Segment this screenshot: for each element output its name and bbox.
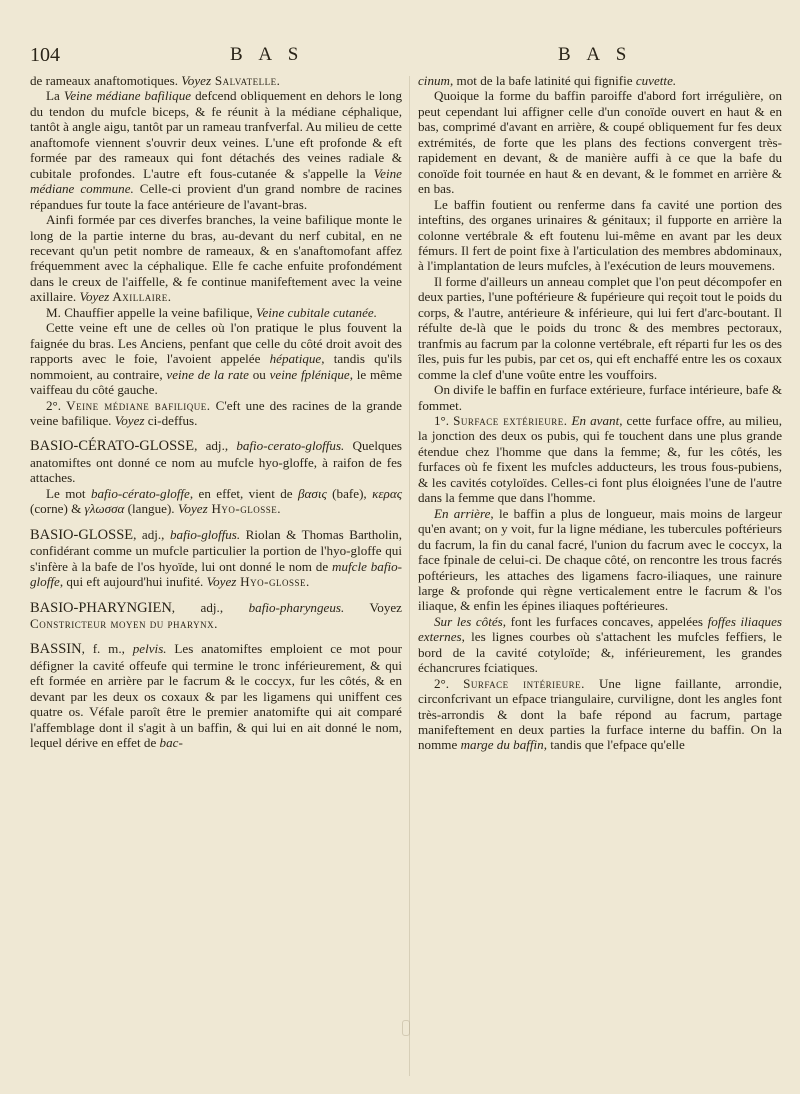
italic-term: veine de la rate — [166, 366, 249, 382]
text-run: M. Chauffier appelle la veine bafilique, — [46, 304, 256, 320]
italic-term: γλωσσα — [84, 501, 125, 517]
text-run: defcend obliquement en dehors le long du tendon du mufcle biceps, & fe réunit à la médiane céphalique, tantôt à angle aigu, tantôt par un rameau tranfverfal. Au milieu de cette anaftomofe viennent s'ouvrir deux veines. L'une eft profonde & eft formée par des rameaux qui font détachés des veines radiale & cubitale profondes. L'autre eft fous-cutanée & s'appelle la — [30, 88, 402, 181]
italic-term: En arrière — [434, 505, 491, 521]
italic-term: Veine médiane commune. — [30, 165, 402, 197]
text-run: Voyez — [344, 599, 402, 615]
italic-term: Veine médiane bafilique — [63, 88, 192, 104]
text-run: , les lignes courbes où s'attachent les mufcles feffiers, le bord de la cavité cotyloïde; &, inférieurement, les grandes échancrures fciatiques. — [418, 629, 782, 676]
paragraph — [30, 398, 402, 429]
paragraph — [418, 413, 782, 506]
italic-term: marge du baffin — [460, 737, 544, 753]
text-run: , adj., — [194, 438, 237, 454]
text-run: Une ligne faillante, arrondie, circonfcrivant un efpace triangulaire, curviligne, dont les angles font très-arrondis & dont la bafe répond au facrum, partage manifeftement en deux parties la furface interne du baffin. On la nomme — [418, 675, 782, 753]
italic-term: Voyez — [181, 73, 212, 88]
text-run: de rameaux anaftomotiques. — [30, 73, 182, 88]
text-run: On divife le baffin en furface extérieure, furface intérieure, bafe & fommet. — [418, 382, 783, 413]
text-run: Ainfi formée par ces diverfes branches, la veine bafilique monte le long de la partie interne du bras, au-devant du nerf cubital, en ne recevant qu'un petit nombre de rameaux, & en s'anaftomofant affez fréquemment avec la céphalique. Elle fe cache enfuite profondément dans le creux de l'aiffelle, & fe continue manifeftement avec la veine axillaire. — [30, 212, 402, 305]
text-run: , mot de la bafe latinité qui fignifie — [450, 73, 636, 88]
headword: BASIO-PHARYNGIEN — [30, 599, 172, 616]
italic-term: Voyez — [79, 289, 110, 305]
paper-mark — [402, 1020, 410, 1036]
paragraph — [30, 212, 402, 305]
italic-term: veine fplénique — [269, 366, 350, 382]
page-header — [30, 44, 782, 70]
paragraph — [418, 676, 782, 753]
paragraph — [30, 73, 402, 88]
italic-term: Sur les côtés — [434, 613, 503, 629]
paragraph — [30, 305, 402, 320]
text-run: 2°. — [46, 397, 67, 413]
text-run: 2°. — [434, 675, 464, 691]
paragraph — [418, 614, 782, 676]
text-run: Cette veine eft une de celles où l'on pratique le plus fouvent la faignée du bras. Les Anciens, penfant que celle du côté droit avoit des rapports avec le foie, l'avoient appelée — [30, 320, 402, 367]
text-run: La — [46, 88, 64, 104]
text-run: Les anatomiftes emploient ce mot pour défigner la cavité offeufe qui termine le tronc inférieurement, & qui eft formée en arrière par le facrum & le coccyx, fur les côtés, & en devant par les deux os coxaux & par les ligamens qui uniffent ces quatre os. Véfale paroît être le premier anatomifte qui ait comparé l'affemblage dont il s'agit à un baffin, & qui lui en ait donné le nom, lequel dérive en effet de — [30, 641, 402, 751]
left-column — [30, 73, 402, 751]
column-divider — [409, 76, 410, 1076]
italic-term: cuvette. — [635, 73, 677, 88]
paragraph — [30, 320, 402, 397]
italic-term: κερας — [372, 485, 403, 501]
text-run: 1°. — [434, 412, 454, 428]
italic-term: Voyez — [114, 412, 145, 428]
text-run: Le mot — [46, 485, 91, 501]
cross-reference: Constricteur moyen du pharynx. — [30, 615, 218, 631]
paragraph — [418, 88, 782, 196]
text-run: Quoique la forme du baffin paroiffe d'abord fort irrégulière, on peut cependant lui affigner celle d'un conoïde ouvert en haut & en bas, comprimé d'avant en arrière, & coupé obliquement fur fes deux extrémités, de forte que les plans des fections convergent très-rapidement en devant, & de manière auffi à ce que la bafe du conoïde foit tournée en haut & en devant, & le fommet en arrière & en bas. — [418, 88, 782, 197]
italic-term: Voyez — [206, 574, 237, 590]
text-run: , adj., — [171, 599, 249, 615]
cross-reference: Salvatelle. — [211, 73, 281, 88]
entry-paragraph — [30, 438, 402, 485]
italic-term: bac- — [159, 735, 183, 751]
text-run: Celle-ci provient d'un grand nombre de racines répandues fur toute la face antérieure de l'avant-bras. — [30, 181, 402, 212]
text-run: ou — [248, 366, 270, 382]
text-run: , en effet, vient de — [189, 485, 298, 501]
text-run: Le baffin foutient ou renferme dans fa cavité une portion des inteftins, des organes urinaires & génitaux; il fupporte en arrière la colonne vertébrale & eft foutenu lui-même en avant par les deux fémurs. Il fert de point fixe à l'articulation des membres abdominaux, à l'implantation de leurs mufcles, à l'exécution de leurs mouvemens. — [418, 196, 782, 274]
page-number: 104 — [30, 44, 60, 66]
italic-term: bafio-cerato-gloffus. — [236, 438, 345, 454]
text-run: Riolan & Thomas Bartholin, confidérant comme un mufcle particulier la portion de l'hyo-gloffe qui s'infère à la bafe de l'os hyoïde, lui ont donné le nom de — [30, 526, 402, 574]
text-run: (bafe), — [326, 485, 373, 501]
text-run: , font les furfaces concaves, appelées — [502, 613, 708, 629]
text-run: , cette furface offre, au milieu, la jonction des deux os pubis, qui fe touchent dans une plus grande étendue chez l'homme que dans la femme; &, fur les côtés, les furfaces où fe fixent les mufcles adducteurs, les trous fous-pubiens, & les cavités cotyloïdes. Celles-ci font plus éloignées l'une de l'autre dans la femme que dans l'homme. — [418, 412, 782, 506]
paragraph — [418, 506, 782, 614]
italic-term: mufcle bafio-gloffe — [30, 558, 402, 590]
italic-term: Voyez — [177, 501, 208, 517]
text-run: , le baffin a plus de longueur, mais moins de largeur qu'en avant; on y voit, fur la ligne médiane, les tubercules poftérieurs du facrum, la fin du canal facré, l'union du facrum avec le coccyx, la face fpinale de celui-ci. De chaque côté, on rencontre les trous facrés poftérieurs, les attaches des ligamens facro-iliaques, une rainure large & profonde qui règne verticalement entre le facrum & l'os iliaque, & enfin les épines iliaques poftérieures. — [418, 505, 782, 614]
cross-reference: Veine médiane bafilique. — [66, 397, 211, 413]
italic-term: βασις — [297, 485, 327, 501]
italic-term: hépatique — [269, 351, 322, 367]
headword: BASIO-CÉRATO-GLOSSE — [30, 438, 195, 455]
cross-reference: Hyo-glosse. — [236, 574, 310, 590]
entry-paragraph — [30, 600, 402, 632]
paragraph — [30, 88, 402, 212]
paragraph — [30, 486, 402, 517]
text-run: , tandis que l'efpace qu'elle — [543, 737, 685, 753]
cross-reference: Surface intérieure. — [463, 675, 585, 691]
running-head-left: B A S — [230, 44, 305, 65]
cross-reference: Hyo-glosse. — [207, 501, 282, 517]
cross-reference: Axillaire. — [109, 289, 172, 305]
running-head-right: B A S — [558, 44, 633, 65]
text-run: (langue). — [124, 501, 178, 517]
text-run: , le même vaiffeau du côté gauche. — [30, 366, 403, 398]
headword: BASSIN — [30, 641, 82, 658]
paragraph — [418, 382, 782, 413]
text-run: Quelques anatomiftes ont donné ce nom au mufcle hyo-gloffe, à raifon de fes attaches. — [30, 438, 402, 486]
text-run: , tandis qu'ils nommoient, au contraire, — [30, 351, 402, 382]
text-run: (corne) & — [30, 501, 85, 517]
italic-term: En avant — [571, 412, 620, 428]
italic-term: foffes iliaques externes — [418, 613, 782, 645]
text-run: C'eft une des racines de la grande veine bafilique. — [30, 397, 402, 428]
italic-term: bafio-pharyngeus. — [248, 599, 345, 615]
entry-paragraph — [30, 641, 402, 750]
text-run: , qui eft aujourd'hui inufité. — [59, 574, 207, 590]
italic-term: bafio-cérato-gloffe — [90, 485, 190, 501]
paragraph — [418, 73, 782, 88]
text-run: , adj., — [133, 526, 170, 542]
right-column — [418, 73, 782, 753]
headword: BASIO-GLOSSE — [30, 526, 134, 543]
text-run: , f. m., — [81, 641, 133, 657]
paragraph — [418, 274, 782, 382]
cross-reference: Surface extérieure. — [453, 412, 568, 428]
italic-term: pelvis. — [132, 641, 167, 657]
paragraph — [418, 197, 782, 274]
text-run: Il forme d'ailleurs un anneau complet que l'on peut décompofer en deux parties, l'une poftérieure & fupérieure qui reçoit tout le poids du corps, & l'autre, antérieure & inférieure, qui lui fert d'arc-boutant. Il réfulte de-là que le poids du tronc & des membres pectoraux, tranfmis au facrum par la colonne vertébrale, eft réparti fur les os des îles, puis fur les pubis, par cet os, qui eft enchaffé entre les os coxaux comme la clef d'une voûte entre les vouffoirs. — [418, 273, 782, 382]
italic-term: cinum — [418, 73, 450, 88]
entry-paragraph — [30, 527, 402, 590]
text-run: ci-deffus. — [144, 412, 198, 428]
italic-term: Veine cubitale cutanée. — [255, 304, 377, 320]
italic-term: bafio-gloffus. — [169, 526, 241, 542]
